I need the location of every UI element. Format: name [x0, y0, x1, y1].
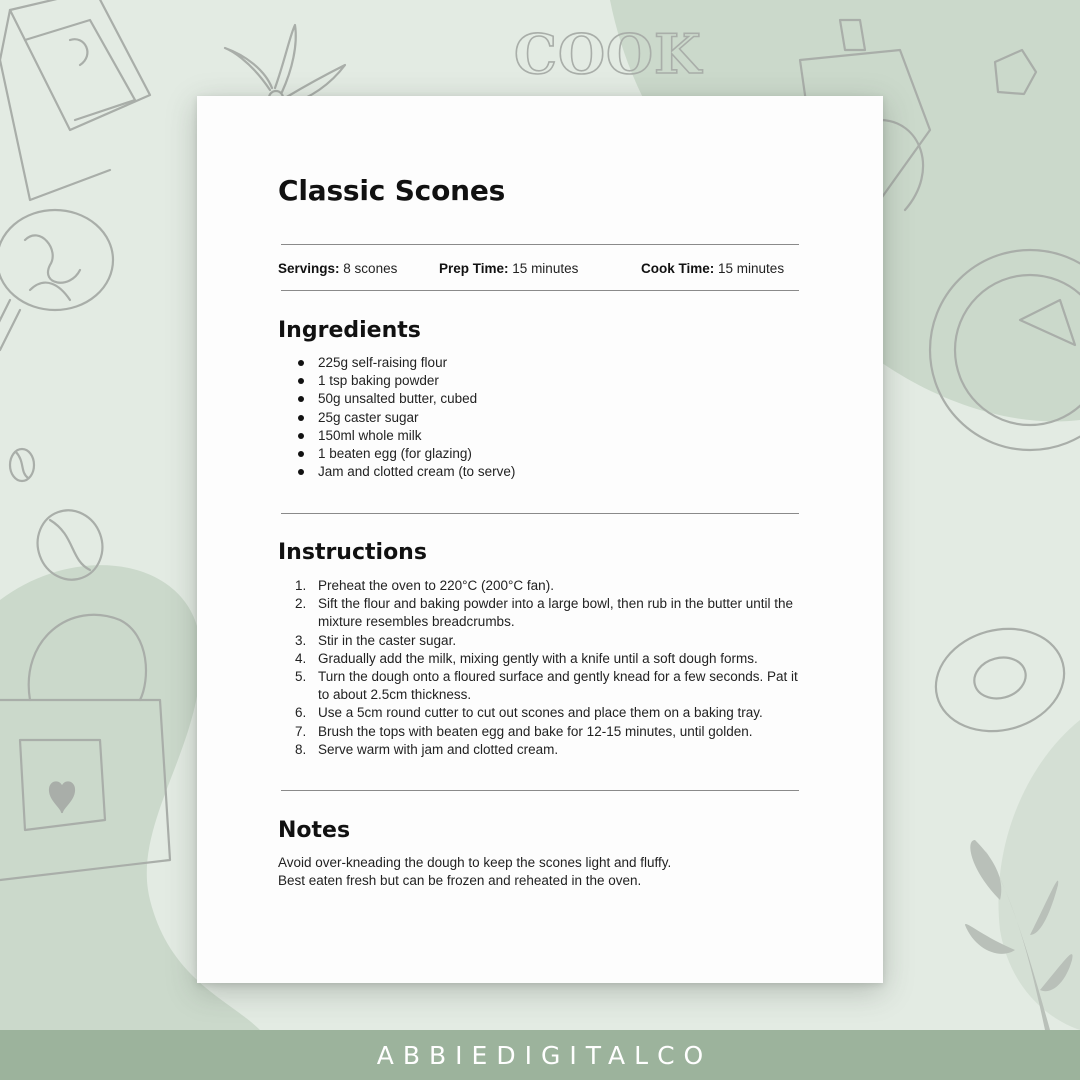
step-number: 8. — [295, 741, 307, 757]
small-bean-doodle — [10, 449, 34, 481]
flour-bag-doodle — [0, 0, 150, 200]
instruction-step — [278, 704, 798, 722]
step-text: Preheat the oven to 220°C (200°C fan). — [318, 578, 554, 593]
step-number: 6. — [295, 705, 307, 721]
ingredient-item — [278, 390, 798, 408]
ingredient-item — [278, 427, 798, 445]
note-line: Avoid over-kneading the dough to keep the scones light and fluffy. — [278, 855, 672, 870]
instruction-step — [278, 595, 798, 631]
ingredient-text: 50g unsalted butter, cubed — [318, 391, 478, 407]
notes-heading: Notes — [278, 818, 351, 843]
cook-time-value: 15 minutes — [718, 261, 785, 276]
recipe-card — [197, 96, 883, 983]
ingredient-text: 25g caster sugar — [318, 409, 419, 425]
recipe-title: Classic Scones — [278, 174, 506, 207]
ingredient-text: 225g self-raising flour — [318, 355, 448, 370]
wooden-spoon-doodle — [0, 210, 113, 350]
bullet-icon — [298, 469, 304, 475]
instructions-list — [278, 577, 798, 759]
ingredient-item — [278, 372, 798, 390]
servings-value: 8 scones — [343, 261, 398, 276]
cook-decor-text: COOK — [514, 22, 702, 86]
instruction-step — [278, 668, 798, 704]
instructions-heading: Instructions — [278, 540, 427, 565]
step-text: Turn the dough onto a floured surface and gently knead for a few seconds. Pat it to about 2.5cm thickness. — [318, 669, 798, 703]
ingredients-heading: Ingredients — [278, 318, 421, 343]
bullet-icon — [298, 415, 304, 421]
instruction-step — [278, 650, 798, 668]
bullet-icon — [298, 433, 304, 439]
brand-name: ABBIEDIGITALCO — [376, 1040, 713, 1070]
prep-time-value: 15 minutes — [512, 261, 579, 276]
ingredient-item — [278, 445, 798, 463]
step-number: 2. — [295, 596, 307, 612]
prep-time-info — [439, 261, 578, 276]
step-number: 7. — [295, 723, 307, 739]
instruction-step — [278, 577, 798, 595]
step-number: 3. — [295, 632, 307, 648]
divider — [281, 290, 799, 291]
bullet-icon — [298, 378, 304, 384]
step-number: 1. — [295, 578, 307, 593]
step-text: Gradually add the milk, mixing gently with a knife until a soft dough forms. — [318, 650, 758, 666]
step-text: Serve warm with jam and clotted cream. — [318, 741, 559, 757]
step-text: Use a 5cm round cutter to cut out scones and place them on a baking tray. — [318, 705, 763, 721]
ingredient-text: Jam and clotted cream (to serve) — [318, 464, 516, 480]
ingredient-item — [278, 354, 798, 372]
ingredients-list — [278, 354, 798, 481]
divider — [281, 790, 799, 791]
step-text: Stir in the caster sugar. — [318, 632, 457, 648]
brand-footer — [0, 1030, 1080, 1080]
bullet-icon — [298, 360, 304, 366]
donut-doodle — [924, 615, 1075, 745]
instruction-step — [278, 632, 798, 650]
bullet-icon — [298, 396, 304, 402]
step-number: 5. — [295, 669, 307, 685]
cook-time-label: Cook Time: — [641, 261, 715, 276]
divider — [281, 513, 799, 514]
ingredient-text: 150ml whole milk — [318, 427, 422, 443]
ingredient-text: 1 tsp baking powder — [318, 373, 439, 389]
ingredient-text: 1 beaten egg (for glazing) — [318, 446, 472, 462]
prep-time-label: Prep Time: — [439, 261, 509, 276]
servings-info — [278, 261, 397, 276]
step-text: Brush the tops with beaten egg and bake for 12-15 minutes, until golden. — [318, 723, 753, 739]
ingredient-item — [278, 409, 798, 427]
instruction-step — [278, 723, 798, 741]
notes-text — [278, 854, 798, 890]
note-line: Best eaten fresh but can be frozen and reheated in the oven. — [278, 873, 642, 889]
background-blob-bottom-right — [998, 720, 1080, 1030]
divider — [281, 244, 799, 245]
instruction-step — [278, 741, 798, 759]
ingredient-item — [278, 463, 798, 481]
bullet-icon — [298, 451, 304, 457]
step-number: 4. — [295, 650, 307, 666]
servings-label: Servings: — [278, 261, 340, 276]
step-text: Sift the flour and baking powder into a large bowl, then rub in the butter until the mixture resembles breadcrumbs. — [318, 596, 794, 630]
cook-time-info — [641, 261, 784, 276]
